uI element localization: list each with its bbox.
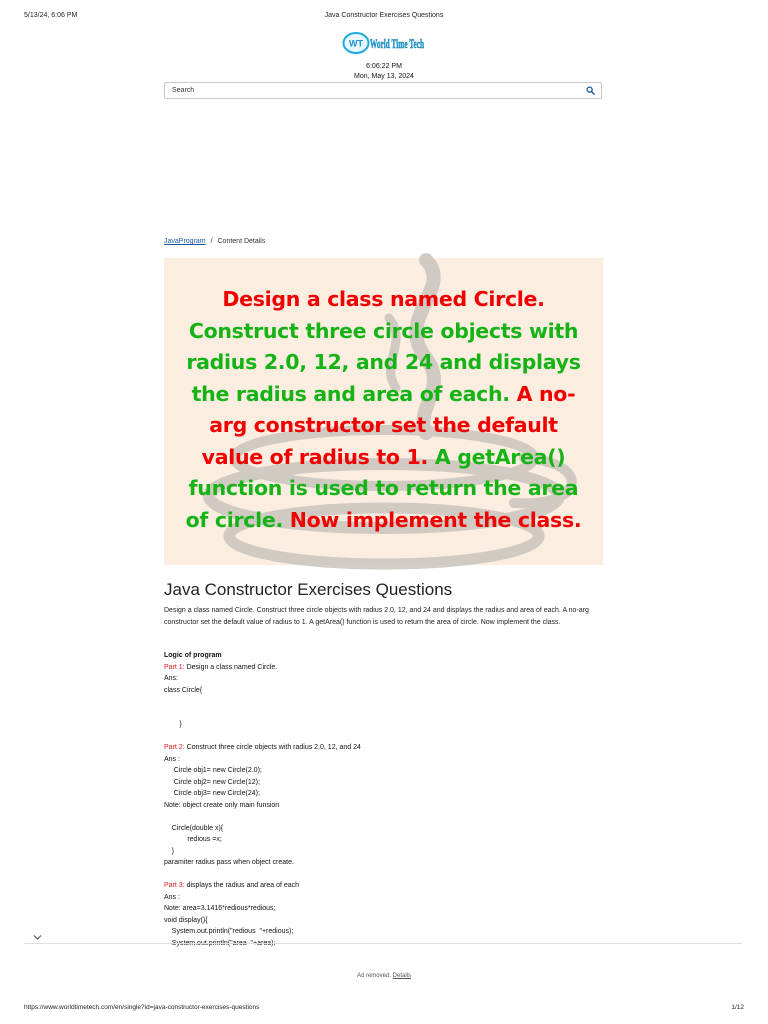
- ad-details-link[interactable]: Details: [392, 973, 412, 979]
- code-text: Construct three circle objects with radius 2.0, 12, and 24: [184, 744, 361, 751]
- search-input[interactable]: [164, 82, 602, 99]
- code-line: [164, 788, 604, 800]
- code-line: [164, 811, 604, 823]
- code-line: [164, 926, 604, 938]
- code-line: [164, 685, 604, 697]
- logic-heading: Logic of program: [164, 652, 222, 659]
- code-line: [164, 880, 604, 892]
- breadcrumb-current: Content Details: [217, 238, 266, 245]
- part-label: Part 2:: [164, 744, 185, 751]
- code-text: Circle obj2= new Circle(12);: [164, 778, 260, 786]
- code-text: Note: object create only main funsion: [164, 801, 280, 809]
- code-text: Ans :: [164, 893, 180, 901]
- ad-removed-notice: [0, 973, 768, 979]
- code-text: Circle obj3= new Circle(24);: [164, 790, 260, 797]
- article-summary: Design a class named Circle. Construct three circle objects with radius 2.0, 12, and 24 and displays the radius and area of each. A no-arg constructor set the default value of radius to 1. A getArea() function is used to return the area of circle. Now implement the class.: [164, 607, 589, 626]
- code-line: [164, 731, 604, 743]
- site-logo[interactable]: [342, 29, 426, 57]
- clock-time: 6:06:22 PM: [366, 63, 402, 70]
- code-line: [164, 834, 604, 846]
- print-url: https://www.worldtimetech.com/en/single?id=java-constructor-exercises-questions: [24, 1004, 260, 1011]
- code-text: Ans:: [164, 675, 179, 682]
- code-text: System.out.println("redious "+redious);: [164, 928, 294, 935]
- article-body: [164, 650, 604, 949]
- search-label: Search: [172, 87, 195, 94]
- code-line: [164, 662, 604, 674]
- hero-segment-1: Design a class named Circle.: [222, 287, 545, 311]
- code-text: Note: area=3.1416*redious*redious;: [164, 905, 276, 912]
- print-title: Java Constructor Exercises Questions: [324, 12, 444, 19]
- print-page-number: 1/12: [731, 1004, 744, 1011]
- page-divider: [24, 943, 742, 944]
- part-label: Part 1:: [164, 663, 185, 671]
- code-line: [164, 892, 604, 904]
- print-date: 5/13/24, 6:06 PM: [24, 12, 78, 19]
- hero-segment-4: A getArea() function is used to return the area of circle.: [185, 444, 579, 532]
- code-text: displays the radius and area of each: [184, 882, 300, 889]
- hero-segment-3: A no- arg constructor set the default value of radius to 1.: [201, 381, 576, 469]
- code-line: [164, 823, 604, 835]
- code-line: [164, 857, 604, 869]
- code-line: [164, 777, 604, 789]
- hero-image: [164, 258, 603, 565]
- code-line: [164, 696, 604, 708]
- code-line: [164, 719, 604, 731]
- code-line: [164, 800, 604, 812]
- code-line: [164, 765, 604, 777]
- chevron-down-icon[interactable]: [33, 934, 42, 941]
- code-line: [164, 742, 604, 754]
- part-label: Part 3:: [164, 882, 185, 889]
- code-text: void display(){: [164, 916, 208, 924]
- search-icon[interactable]: [586, 86, 595, 95]
- code-line: [164, 903, 604, 915]
- breadcrumb-separator: /: [210, 238, 213, 245]
- ad-removed-text: Ad removed.: [356, 973, 391, 979]
- code-line: [164, 673, 604, 685]
- hero-segment-5: Now implement the class.: [289, 507, 582, 532]
- code-line: [164, 708, 604, 720]
- code-text: }: [164, 847, 175, 855]
- breadcrumb: [164, 238, 265, 245]
- hero-segment-2: Construct three circle objects with radius 2.0, 12, and 24 and displays the radius and area of each.: [186, 318, 581, 406]
- breadcrumb-home-link[interactable]: JavaProgram: [164, 238, 206, 245]
- code-line: [164, 915, 604, 927]
- hero-caption: [164, 284, 603, 536]
- code-text: paramiter radius pass when object create.: [164, 859, 294, 866]
- code-lines: [164, 662, 604, 950]
- logo-name: World Time Tech: [370, 37, 425, 51]
- code-text: Design a class named Circle.: [184, 663, 278, 671]
- logo-badge: WT: [349, 38, 363, 49]
- code-line: [164, 846, 604, 858]
- code-line: [164, 754, 604, 766]
- code-text: }: [164, 721, 182, 728]
- article-title: Java Constructor Exercises Questions: [164, 580, 453, 599]
- clock-date: Mon, May 13, 2024: [354, 73, 414, 80]
- code-text: Circle obj1= new Circle(2.0);: [164, 767, 262, 774]
- code-text: redious =x;: [164, 836, 222, 843]
- code-text: class Circle{: [164, 686, 203, 694]
- code-text: Circle(double x){: [164, 824, 224, 832]
- code-text: Ans :: [164, 755, 180, 763]
- code-line: [164, 869, 604, 881]
